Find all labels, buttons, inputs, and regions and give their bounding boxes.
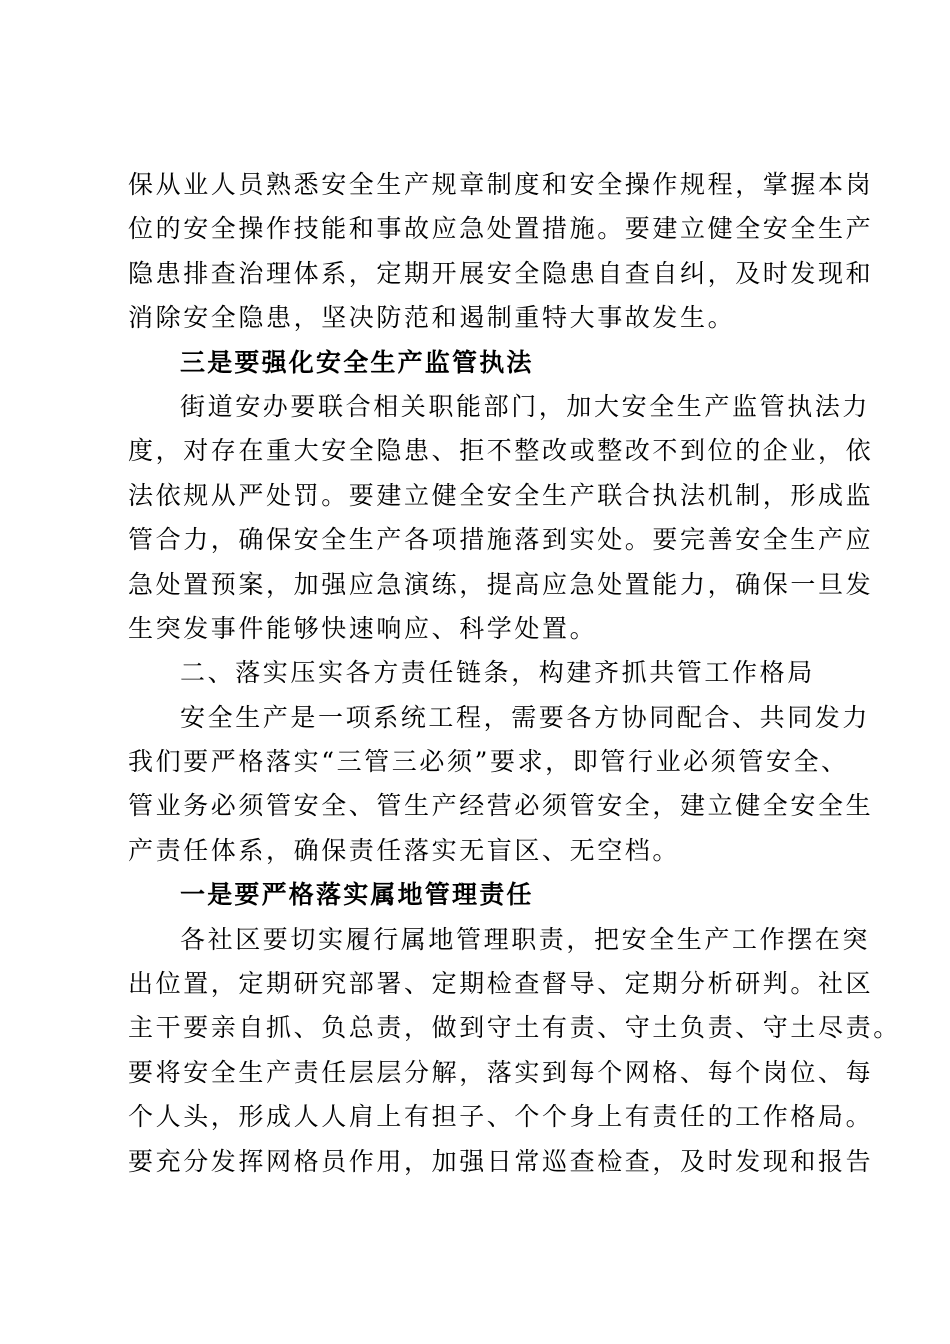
body-line: 各社区要切实履行属地管理职责，把安全生产工作摆在突 (180, 924, 871, 954)
body-line: 街道安办要联合相关职能部门，加大安全生产监管执法力 (180, 391, 871, 421)
section-heading: 一是要严格落实属地管理责任 (180, 880, 534, 910)
section-heading: 三是要强化安全生产监管执法 (180, 347, 534, 377)
body-line: 出位置，定期研究部署、定期检查督导、定期分析研判。社区 (128, 969, 874, 999)
body-line: 位的安全操作技能和事故应急处置措施。要建立健全安全生产 (128, 214, 874, 244)
body-line: 保从业人员熟悉安全生产规章制度和安全操作规程，掌握本岗 (128, 170, 874, 199)
body-line: 管合力，确保安全生产各项措施落到实处。要完善安全生产应 (128, 525, 874, 555)
body-line: 消除安全隐患，坚决防范和遏制重特大事故发生。 (128, 303, 736, 333)
chapter-heading: 二、落实压实各方责任链条，构建齐抓共管工作格局 (180, 658, 815, 688)
body-line: 隐患排查治理体系，定期开展安全隐患自查自纠，及时发现和 (128, 258, 874, 288)
body-line: 产责任体系，确保责任落实无盲区、无空档。 (128, 835, 681, 865)
body-line: 法依规从严处罚。要建立健全安全生产联合执法机制，形成监 (128, 480, 874, 510)
body-line: 急处置预案，加强应急演练，提高应急处置能力，确保一旦发 (128, 569, 874, 599)
body-line: 度，对存在重大安全隐患、拒不整改或整改不到位的企业，依 (128, 436, 874, 466)
body-line: 要将安全生产责任层层分解，落实到每个网格、每个岗位、每 (128, 1057, 874, 1087)
body-line: 管业务必须管安全、管生产经营必须管安全，建立健全安全生 (128, 791, 874, 821)
document-page (128, 163, 901, 1184)
body-line: 我们要严格落实“三管三必须”要求，即管行业必须管安全、 (128, 747, 849, 777)
body-line: 生突发事件能够快速响应、科学处置。 (128, 613, 598, 643)
body-line: 个人头，形成人人肩上有担子、个个身上有责任的工作格局。 (128, 1102, 874, 1132)
body-line: 要充分发挥网格员作用，加强日常巡查检查，及时发现和报告 (128, 1146, 874, 1176)
body-line: 主干要亲自抓、负总责，做到守土有责、守土负责、守土尽责。 (128, 1013, 901, 1043)
body-line: 安全生产是一项系统工程，需要各方协同配合、共同发力 (180, 702, 871, 732)
